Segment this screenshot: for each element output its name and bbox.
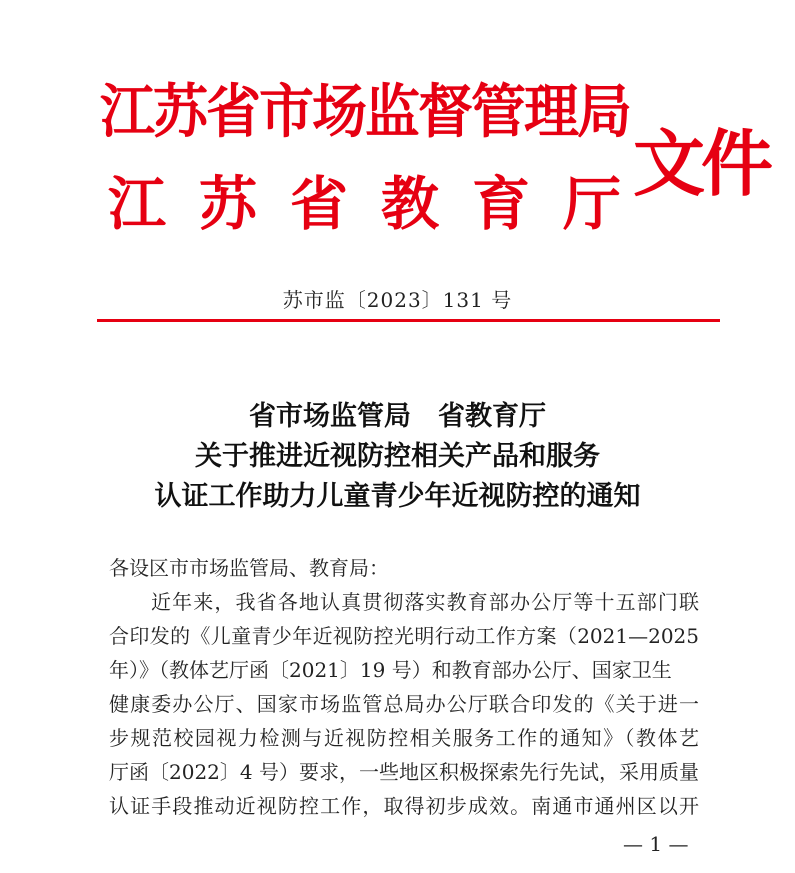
document-title-line-3: 认证工作助力儿童青少年近视防控的通知 [154, 481, 641, 512]
issuer-suffix-wenjian: 文件 [633, 121, 770, 206]
salutation: 各设区市市场监管局、教育局： [109, 556, 389, 580]
document-title-line-2: 关于推进近视防控相关产品和服务 [195, 441, 600, 472]
issuer-name-education: 江苏省教育厅 [108, 170, 655, 238]
document-number: 苏市监〔2023〕131 号 [282, 288, 513, 312]
body-line: 健康委办公厅、国家市场监管总局办公厅联合印发的《关于进一 [109, 692, 699, 716]
body-line: 合印发的《儿童青少年近视防控光明行动工作方案（2021—2025 [109, 624, 699, 648]
document-title-line-1: 省市场监管局 省教育厅 [249, 401, 546, 432]
issuer-name-market-regulation: 江苏省市场监督管理局 [100, 76, 631, 145]
page-number: — 1 — [623, 832, 689, 856]
body-line: 厅函〔2022〕4 号）要求，一些地区积极探索先行先试，采用质量 [109, 760, 699, 784]
red-separator-rule [97, 319, 720, 322]
body-line: 认证手段推动近视防控工作，取得初步成效。南通市通州区以开 [109, 794, 699, 818]
body-line: 年）》（教体艺厅函〔2021〕19 号）和教育部办公厅、国家卫生 [109, 658, 672, 682]
body-line: 近年来，我省各地认真贯彻落实教育部办公厅等十五部门联 [151, 590, 699, 614]
body-line: 步规范校园视力检测与近视防控相关服务工作的通知》（教体艺 [109, 726, 699, 750]
